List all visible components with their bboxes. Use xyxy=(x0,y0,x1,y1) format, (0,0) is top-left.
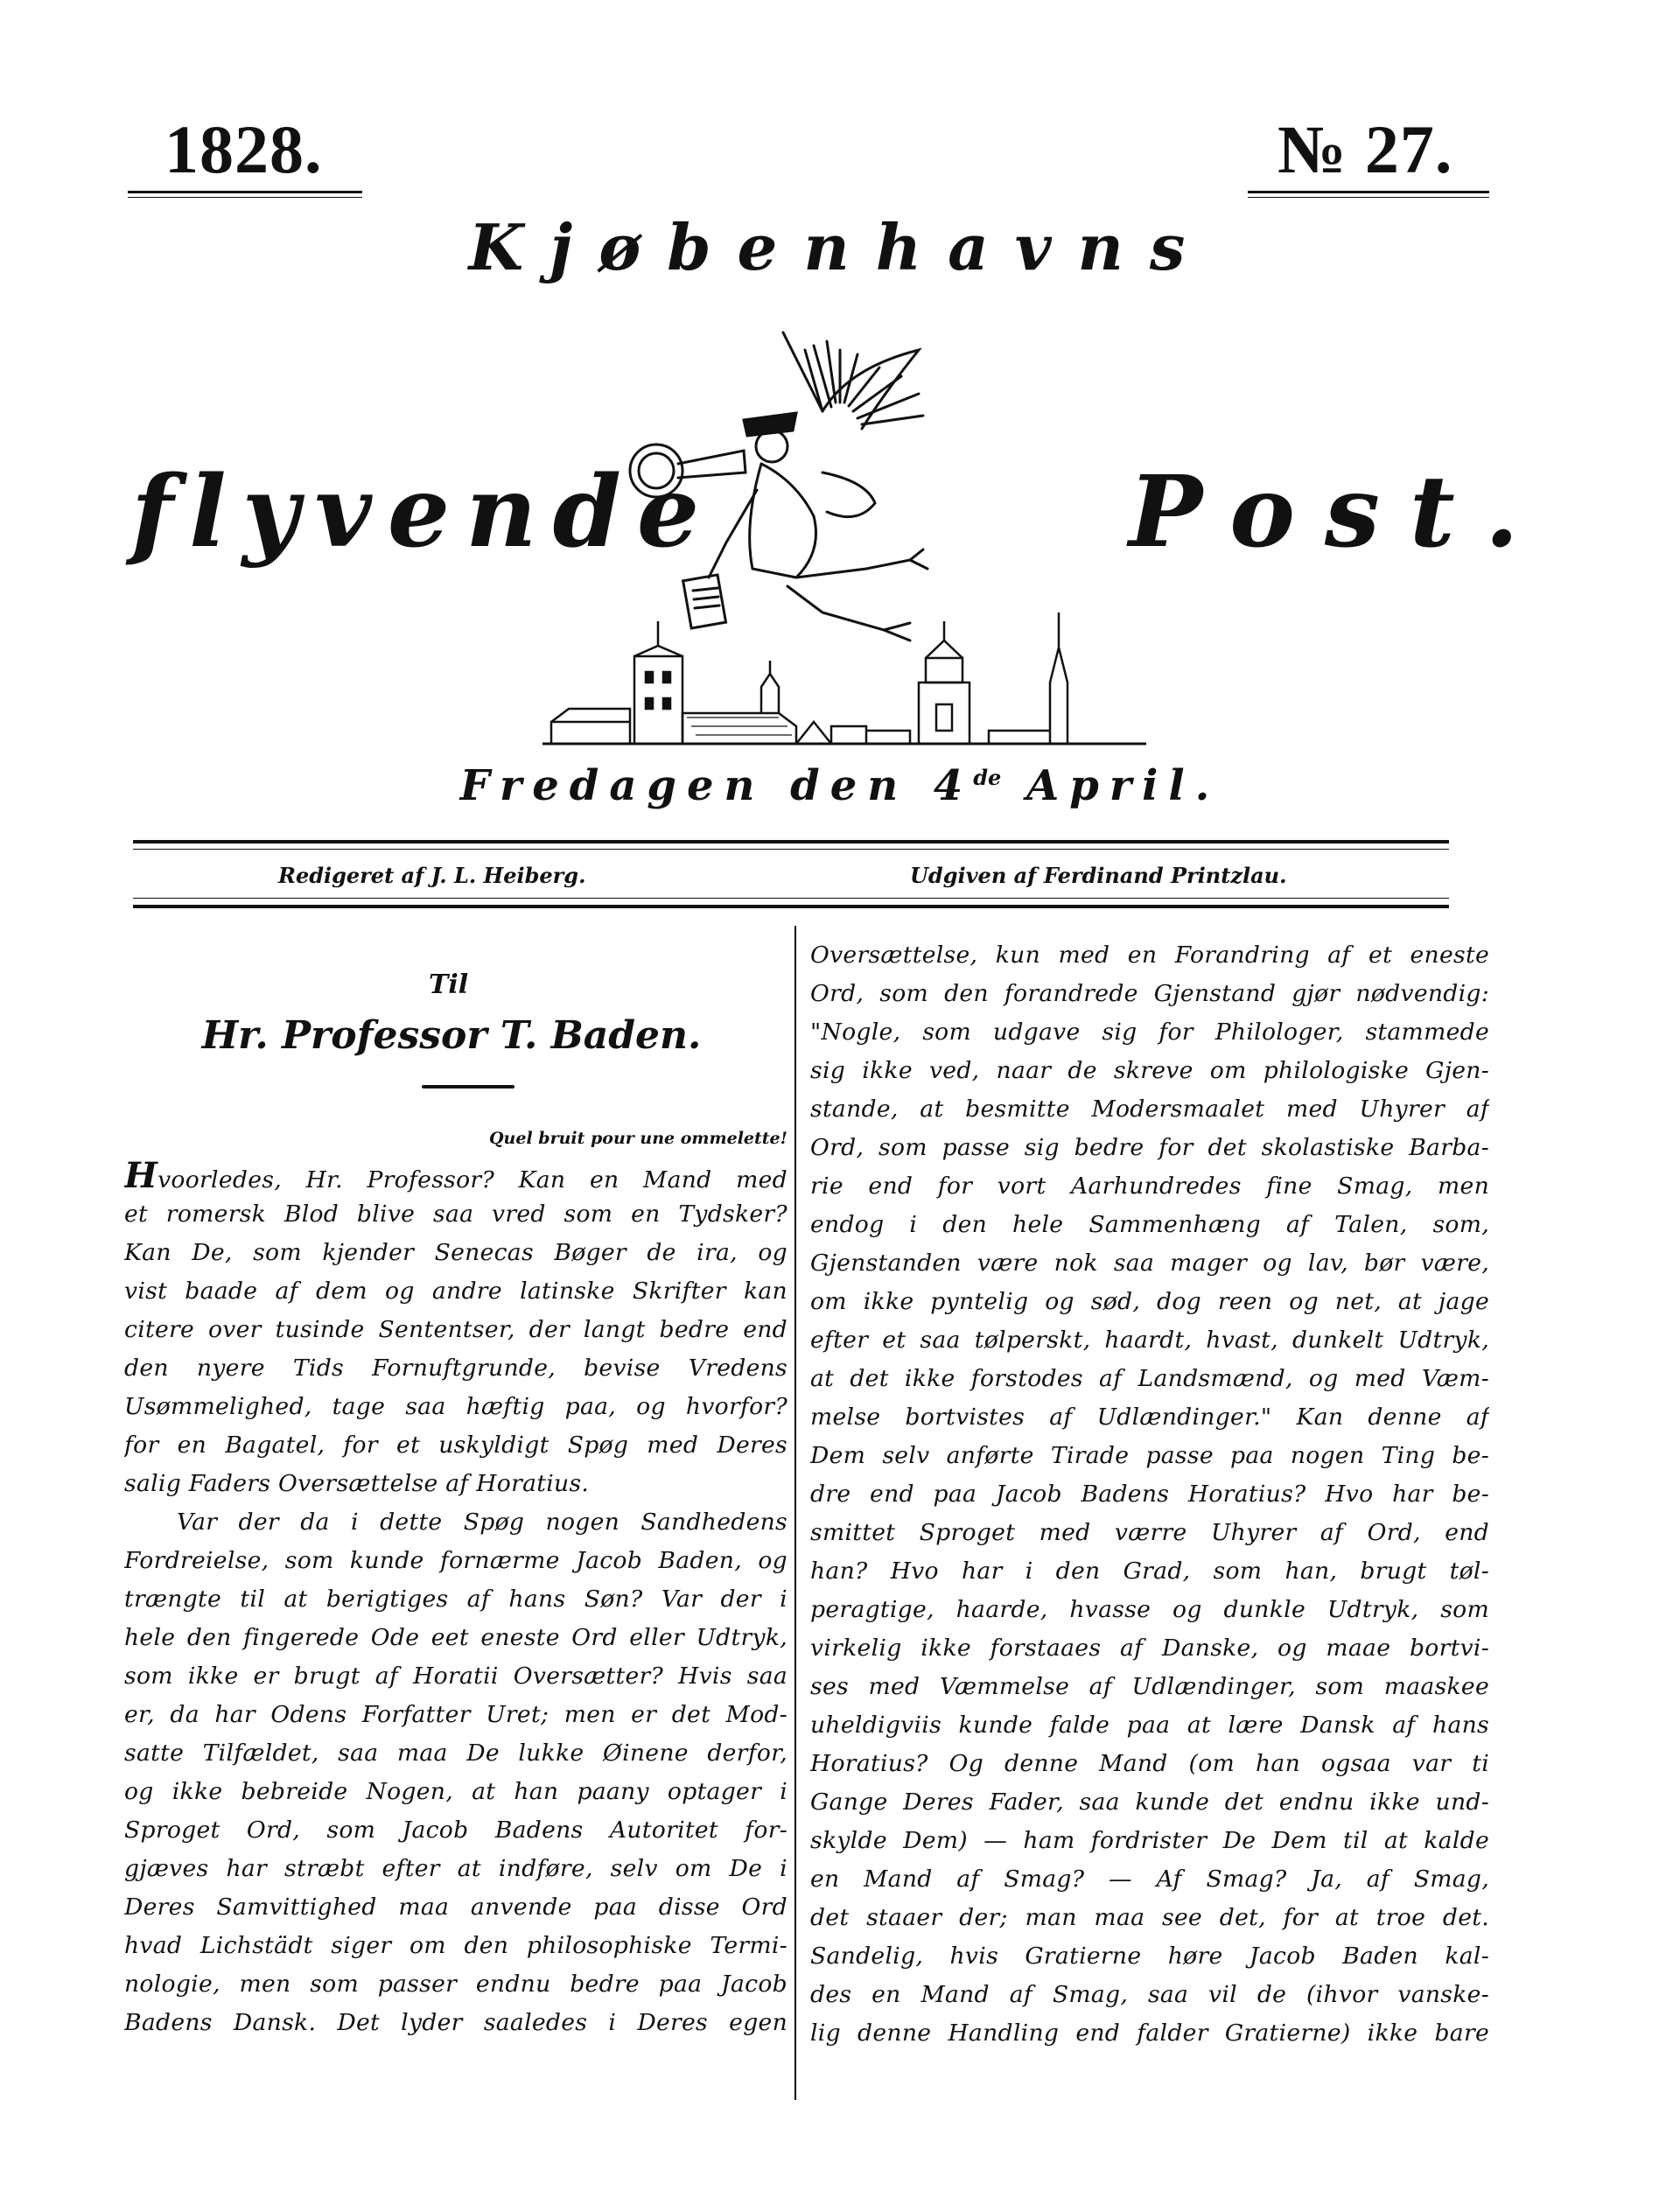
credit-rule-top-thin xyxy=(133,849,1449,850)
text-line: sig ikke ved, naar de skreve om philologiske Gjen- xyxy=(810,1057,1489,1084)
text-line: Badens Dansk. Det lyder saaledes i Deres egen xyxy=(124,2009,788,2036)
text-line: Ord, som passe sig bedre for det skolastiske Barba- xyxy=(810,1134,1489,1161)
text-line: Hvoorledes, Hr. Professor? Kan en Mand med xyxy=(124,1157,788,1195)
flying-messenger-emblem xyxy=(534,315,1164,761)
issue-number: № 27. xyxy=(1278,111,1453,187)
city-skyline xyxy=(542,612,1146,744)
text-line: dre end paa Jacob Badens Horatius? Hvo har be- xyxy=(810,1480,1489,1508)
text-line: Kan De, som kjender Senecas Bøger de ira, og xyxy=(124,1239,788,1266)
text-line: at det ikke forstodes af Landsmænd, og med Væm- xyxy=(810,1365,1489,1392)
text-line: vist baade af dem og andre latinske Skrifter kan xyxy=(124,1278,788,1305)
text-line: om ikke pyntelig og sød, dog reen og net, at jage xyxy=(810,1288,1489,1315)
publisher-credit: Udgiven af Ferdinand Printzlau. xyxy=(910,863,1287,888)
text-line: Dem selv anførte Tirade passe paa nogen Ting be- xyxy=(810,1442,1489,1469)
left-column xyxy=(124,1157,788,2042)
text-line: des en Mand af Smag, saa vil de (ihvor vanske- xyxy=(810,1981,1489,2008)
right-column xyxy=(810,936,1489,2053)
article-til: Til xyxy=(429,970,469,1000)
text-line: for en Bagatel, for et uskyldigt Spøg med Deres xyxy=(124,1432,788,1459)
text-line: virkelig ikke forstaaes af Danske, og maae bortvi- xyxy=(810,1634,1489,1662)
text-line: Gjenstanden være nok saa mager og lav, bør være, xyxy=(810,1250,1489,1277)
text-line: Sandelig, hvis Gratierne høre Jacob Baden kal- xyxy=(810,1942,1489,1970)
text-line: Deres Samvittighed maa anvende paa disse Ord xyxy=(124,1894,788,1921)
ornamental-rule xyxy=(422,1085,514,1088)
text-line: Usømmelighed, tage saa hæftig paa, og hvorfor? xyxy=(124,1393,788,1420)
text-line: er, da har Odens Forfatter Uret; men er det Mod- xyxy=(124,1701,788,1728)
credit-rule-top xyxy=(133,840,1449,844)
text-line: satte Tilfældet, saa maa De lukke Øinene derfor, xyxy=(124,1740,788,1767)
editor-credit: Redigeret af J. L. Heiberg. xyxy=(278,863,586,888)
text-line: Oversættelse, kun med en Forandring af et eneste xyxy=(810,942,1489,969)
text-line: Var der da i dette Spøg nogen Sandhedens xyxy=(177,1508,788,1536)
masthead-title-line1: Kjøbenhavns xyxy=(468,210,1212,284)
text-line: hvad Lichstädt siger om den philosophiske Termi- xyxy=(124,1932,788,1959)
text-line: Ord, som den forandrede Gjenstand gjør nødvendig: xyxy=(810,980,1489,1007)
text-line: uheldigviis kunde falde paa at lære Dansk af hans xyxy=(810,1712,1489,1739)
text-line: rie end for vort Aarhundredes fine Smag, men xyxy=(810,1172,1489,1200)
masthead-title-flyvende: flyvende xyxy=(131,455,716,570)
year-underline xyxy=(128,191,362,198)
text-line: nologie, men som passer endnu bedre paa Jacob xyxy=(124,1970,788,1998)
text-line: og ikke bebreide Nogen, at han paany optager i xyxy=(124,1778,788,1805)
text-line: peragtige, haarde, hvasse og dunkle Udtryk, som xyxy=(810,1596,1489,1623)
text-line: stande, at besmitte Modersmaalet med Uhyrer af xyxy=(810,1096,1489,1123)
text-line: endog i den hele Sammenhæng af Talen, som, xyxy=(810,1211,1489,1238)
text-line: gjæves har stræbt efter at indføre, selv om De i xyxy=(124,1855,788,1882)
text-line: et romersk Blod blive saa vred som en Tydsker? xyxy=(124,1200,788,1228)
credit-rule-bottom-thin xyxy=(133,898,1449,899)
dateline: Fredagen den 4de April. xyxy=(459,761,1221,810)
article-motto: Quel bruit pour une ommelette! xyxy=(489,1129,788,1148)
credit-rule-bottom xyxy=(133,905,1449,908)
text-line: trængte til at berigtiges af hans Søn? Var der i xyxy=(124,1586,788,1613)
text-line: lig denne Handling end falder Gratierne) ikke bare xyxy=(810,2020,1489,2047)
text-line: smittet Sproget med værre Uhyrer af Ord, end xyxy=(810,1519,1489,1546)
masthead-title-post: Post. xyxy=(1129,455,1549,570)
messenger-figure xyxy=(630,332,928,640)
text-line: efter et saa tølperskt, haardt, hvast, dunkelt Udtryk, xyxy=(810,1326,1489,1354)
text-line: salig Faders Oversættelse af Horatius. xyxy=(124,1470,590,1497)
text-line: ses med Væmmelse af Udlændinger, som maaskee xyxy=(810,1673,1489,1700)
issue-number-underline xyxy=(1248,191,1489,198)
text-line: citere over tusinde Sententser, der langt bedre end xyxy=(124,1316,788,1343)
text-line: melse bortvistes af Udlændinger." Kan denne af xyxy=(810,1404,1489,1431)
text-line: som ikke er brugt af Horatii Oversætter? Hvis saa xyxy=(124,1662,788,1690)
text-line: den nyere Tids Fornuftgrunde, bevise Vredens xyxy=(124,1354,788,1382)
text-line: han? Hvo har i den Grad, som han, brugt tøl- xyxy=(810,1558,1489,1585)
text-line: Gange Deres Fader, saa kunde det endnu ikke und- xyxy=(810,1788,1489,1816)
column-divider xyxy=(794,926,796,2100)
article-address: Hr. Professor T. Baden. xyxy=(201,1013,702,1058)
year: 1828. xyxy=(164,111,323,187)
text-line: "Nogle, som udgave sig for Philologer, stammede xyxy=(810,1018,1489,1046)
drop-cap: H xyxy=(124,1157,158,1195)
text-line: skylde Dem) — ham fordrister De Dem til at kalde xyxy=(810,1827,1489,1854)
text-line: Sproget Ord, som Jacob Badens Autoritet for- xyxy=(124,1816,788,1844)
text-line: hele den fingerede Ode eet eneste Ord eller Udtryk, xyxy=(124,1624,788,1651)
text-line: Horatius? Og denne Mand (om han ogsaa var ti xyxy=(810,1750,1489,1777)
text-line: det staaer der; man maa see det, for at troe det. xyxy=(810,1904,1489,1931)
text-line: en Mand af Smag? — Af Smag? Ja, af Smag, xyxy=(810,1866,1489,1893)
text-line: Fordreielse, som kunde fornærme Jacob Baden, og xyxy=(124,1547,788,1574)
